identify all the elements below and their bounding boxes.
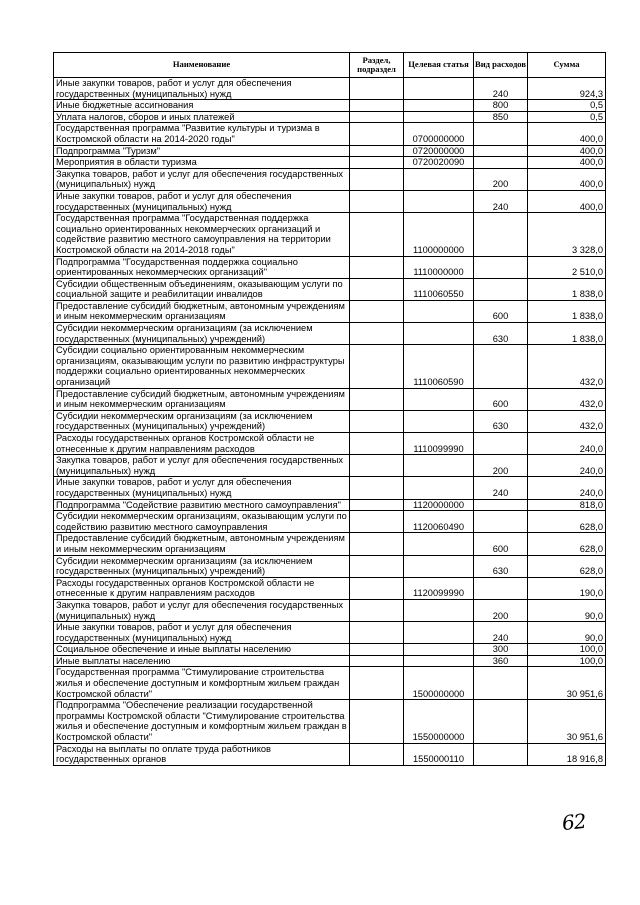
row-target-cell: [404, 655, 474, 667]
row-name-cell: Субсидии некоммерческим организациям, оказывающим услуги по содействию развитию местного самоуправления: [54, 511, 350, 533]
row-sum-cell: 90,0: [528, 622, 606, 644]
row-type-cell: 200: [474, 599, 528, 621]
table-row: [54, 256, 606, 278]
row-type-cell: [474, 278, 528, 300]
row-sum-cell: 240,0: [528, 477, 606, 499]
row-type-cell: [474, 145, 528, 157]
row-name-cell: Субсидии социально ориентированным некоммерческим организациям, оказывающим услуги по развитию инфраструктуры поддержки социально ориентированных некоммерческих организаций: [54, 345, 350, 388]
row-sum-cell: 400,0: [528, 157, 606, 169]
row-name-cell: Социальное обеспечение и иные выплаты населению: [54, 644, 350, 656]
row-sum-cell: 0,5: [528, 100, 606, 112]
header-sum: Сумма: [528, 53, 606, 78]
row-type-cell: 600: [474, 388, 528, 410]
row-section-cell: [350, 455, 404, 477]
row-type-cell: 200: [474, 168, 528, 190]
row-name-cell: Иные закупки товаров, работ и услуг для обеспечения государственных (муниципальных) нужд: [54, 622, 350, 644]
row-type-cell: 850: [474, 111, 528, 123]
row-section-cell: [350, 644, 404, 656]
row-type-cell: [474, 157, 528, 169]
row-sum-cell: 628,0: [528, 555, 606, 577]
row-section-cell: [350, 599, 404, 621]
row-target-cell: [404, 455, 474, 477]
header-name: Наименование: [54, 53, 350, 78]
row-sum-cell: 30 951,6: [528, 667, 606, 700]
row-target-cell: 1550000110: [404, 743, 474, 765]
row-target-cell: 1110060550: [404, 278, 474, 300]
row-name-cell: Закупка товаров, работ и услуг для обеспечения государственных (муниципальных) нужд: [54, 455, 350, 477]
row-section-cell: [350, 655, 404, 667]
row-sum-cell: 18 916,8: [528, 743, 606, 765]
row-section-cell: [350, 345, 404, 388]
row-section-cell: [350, 111, 404, 123]
row-section-cell: [350, 577, 404, 599]
header-expense-type: Вид расходов: [474, 53, 528, 78]
table-row: [54, 100, 606, 112]
row-sum-cell: 400,0: [528, 190, 606, 212]
row-target-cell: [404, 388, 474, 410]
row-name-cell: Расходы государственных органов Костромской области не отнесенные к другим направлениям расходов: [54, 577, 350, 599]
row-name-cell: Подпрограмма "Туризм": [54, 145, 350, 157]
row-sum-cell: 432,0: [528, 388, 606, 410]
row-section-cell: [350, 700, 404, 743]
row-target-cell: 1120000000: [404, 499, 474, 511]
row-sum-cell: 240,0: [528, 455, 606, 477]
table-row: [54, 410, 606, 432]
row-sum-cell: 190,0: [528, 577, 606, 599]
row-type-cell: 600: [474, 533, 528, 555]
table-row: [54, 111, 606, 123]
row-sum-cell: 100,0: [528, 655, 606, 667]
row-target-cell: 1500000000: [404, 667, 474, 700]
row-target-cell: [404, 555, 474, 577]
row-type-cell: [474, 499, 528, 511]
row-sum-cell: 400,0: [528, 168, 606, 190]
row-sum-cell: 0,5: [528, 111, 606, 123]
row-name-cell: Уплата налогов, сборов и иных платежей: [54, 111, 350, 123]
table-row: [54, 300, 606, 322]
row-sum-cell: 3 328,0: [528, 213, 606, 256]
row-sum-cell: 90,0: [528, 599, 606, 621]
row-name-cell: Мероприятия в области туризма: [54, 157, 350, 169]
row-sum-cell: 1 838,0: [528, 278, 606, 300]
row-sum-cell: 432,0: [528, 410, 606, 432]
row-name-cell: Закупка товаров, работ и услуг для обеспечения государственных (муниципальных) нужд: [54, 168, 350, 190]
row-name-cell: Иные закупки товаров, работ и услуг для обеспечения государственных (муниципальных) нужд: [54, 190, 350, 212]
row-name-cell: Государственная программа "Развитие культуры и туризма в Костромской области на 2014-2020 годы": [54, 123, 350, 145]
row-section-cell: [350, 100, 404, 112]
row-type-cell: 240: [474, 78, 528, 100]
row-sum-cell: 100,0: [528, 644, 606, 656]
row-name-cell: Подпрограмма "Содействие развитию местного самоуправления": [54, 499, 350, 511]
row-section-cell: [350, 213, 404, 256]
row-target-cell: [404, 599, 474, 621]
row-sum-cell: 628,0: [528, 511, 606, 533]
row-sum-cell: 628,0: [528, 533, 606, 555]
row-section-cell: [350, 278, 404, 300]
row-type-cell: 240: [474, 622, 528, 644]
row-type-cell: 200: [474, 455, 528, 477]
row-section-cell: [350, 499, 404, 511]
table-row: [54, 743, 606, 765]
row-type-cell: [474, 256, 528, 278]
table-row: [54, 213, 606, 256]
row-target-cell: [404, 477, 474, 499]
row-type-cell: [474, 433, 528, 455]
row-target-cell: 1120060490: [404, 511, 474, 533]
table-row: [54, 577, 606, 599]
row-type-cell: [474, 667, 528, 700]
row-section-cell: [350, 168, 404, 190]
row-type-cell: 630: [474, 410, 528, 432]
table-row: [54, 599, 606, 621]
row-section-cell: [350, 667, 404, 700]
table-row: [54, 533, 606, 555]
row-target-cell: [404, 168, 474, 190]
row-name-cell: Субсидии некоммерческим организациям (за исключением государственных (муниципальных) учреждений): [54, 410, 350, 432]
header-section: Раздел, подраздел: [350, 53, 404, 78]
table-row: [54, 345, 606, 388]
row-target-cell: [404, 78, 474, 100]
table-header: [54, 53, 606, 78]
row-section-cell: [350, 622, 404, 644]
row-target-cell: 1110000000: [404, 256, 474, 278]
row-section-cell: [350, 511, 404, 533]
row-type-cell: [474, 511, 528, 533]
table-row: [54, 555, 606, 577]
row-target-cell: [404, 622, 474, 644]
table-row: [54, 700, 606, 743]
row-name-cell: Иные выплаты населению: [54, 655, 350, 667]
row-type-cell: 630: [474, 555, 528, 577]
row-name-cell: Подпрограмма "Государственная поддержка социально ориентированных некоммерческих организаций": [54, 256, 350, 278]
row-target-cell: [404, 410, 474, 432]
row-section-cell: [350, 477, 404, 499]
row-sum-cell: 924,3: [528, 78, 606, 100]
row-sum-cell: 400,0: [528, 145, 606, 157]
row-type-cell: 630: [474, 323, 528, 345]
table-row: [54, 433, 606, 455]
row-section-cell: [350, 433, 404, 455]
row-type-cell: [474, 213, 528, 256]
row-section-cell: [350, 145, 404, 157]
table-row: [54, 655, 606, 667]
table-row: [54, 190, 606, 212]
row-name-cell: Закупка товаров, работ и услуг для обеспечения государственных (муниципальных) нужд: [54, 599, 350, 621]
row-name-cell: Расходы на выплаты по оплате труда работников государственных органов: [54, 743, 350, 765]
budget-table: [53, 52, 606, 766]
row-name-cell: Субсидии некоммерческим организациям (за исключением государственных (муниципальных) учреждений): [54, 555, 350, 577]
row-sum-cell: 400,0: [528, 123, 606, 145]
table-row: [54, 667, 606, 700]
table-row: [54, 278, 606, 300]
row-section-cell: [350, 555, 404, 577]
row-target-cell: 1100000000: [404, 213, 474, 256]
row-sum-cell: 1 838,0: [528, 323, 606, 345]
table-row: [54, 499, 606, 511]
row-target-cell: 0720020090: [404, 157, 474, 169]
table-row: [54, 644, 606, 656]
row-type-cell: [474, 577, 528, 599]
table-row: [54, 323, 606, 345]
row-name-cell: Предоставление субсидий бюджетным, автономным учреждениям и иным некоммерческим организациям: [54, 300, 350, 322]
row-target-cell: [404, 323, 474, 345]
row-section-cell: [350, 323, 404, 345]
row-target-cell: 1110060590: [404, 345, 474, 388]
row-type-cell: 300: [474, 644, 528, 656]
row-target-cell: 1110099990: [404, 433, 474, 455]
row-name-cell: Иные закупки товаров, работ и услуг для обеспечения государственных (муниципальных) нужд: [54, 78, 350, 100]
row-name-cell: Предоставление субсидий бюджетным, автономным учреждениям и иным некоммерческим организациям: [54, 388, 350, 410]
row-target-cell: [404, 100, 474, 112]
row-type-cell: [474, 700, 528, 743]
table-row: [54, 157, 606, 169]
row-type-cell: 240: [474, 477, 528, 499]
row-target-cell: [404, 644, 474, 656]
row-section-cell: [350, 300, 404, 322]
row-section-cell: [350, 410, 404, 432]
row-name-cell: Субсидии общественным объединениям, оказывающим услуги по социальной защите и реабилитации инвалидов: [54, 278, 350, 300]
row-target-cell: 1550000000: [404, 700, 474, 743]
table-row: [54, 388, 606, 410]
row-name-cell: Подпрограмма "Обеспечение реализации государственной программы Костромской области "Стимулирование строительства жилья и обеспечение доступным и комфортным жильем граждан в Костромской области": [54, 700, 350, 743]
row-sum-cell: 240,0: [528, 433, 606, 455]
row-section-cell: [350, 743, 404, 765]
table-row: [54, 168, 606, 190]
row-target-cell: [404, 190, 474, 212]
row-name-cell: Иные закупки товаров, работ и услуг для обеспечения государственных (муниципальных) нужд: [54, 477, 350, 499]
row-name-cell: Субсидии некоммерческим организациям (за исключением государственных (муниципальных) учреждений): [54, 323, 350, 345]
row-section-cell: [350, 123, 404, 145]
row-target-cell: 0720000000: [404, 145, 474, 157]
row-target-cell: [404, 533, 474, 555]
row-type-cell: 600: [474, 300, 528, 322]
row-sum-cell: 30 951,6: [528, 700, 606, 743]
row-target-cell: [404, 111, 474, 123]
row-section-cell: [350, 78, 404, 100]
header-target: Целевая статья: [404, 53, 474, 78]
row-section-cell: [350, 190, 404, 212]
row-type-cell: 360: [474, 655, 528, 667]
row-type-cell: [474, 123, 528, 145]
row-name-cell: Государственная программа "Стимулирование строительства жилья и обеспечение доступным и комфортным жильем граждан Костромской области": [54, 667, 350, 700]
row-sum-cell: 2 510,0: [528, 256, 606, 278]
row-name-cell: Иные бюджетные ассигнования: [54, 100, 350, 112]
row-target-cell: 1120099990: [404, 577, 474, 599]
row-section-cell: [350, 256, 404, 278]
row-name-cell: Расходы государственных органов Костромской области не отнесенные к другим направлениям расходов: [54, 433, 350, 455]
row-section-cell: [350, 533, 404, 555]
row-sum-cell: 432,0: [528, 345, 606, 388]
row-name-cell: Государственная программа "Государственная поддержка социально ориентированных некоммерческих организаций и содействие развитию местного самоуправления на территории Костромской области на 2014-2018 годы": [54, 213, 350, 256]
table-row: [54, 622, 606, 644]
row-type-cell: [474, 743, 528, 765]
table-row: [54, 145, 606, 157]
row-type-cell: 800: [474, 100, 528, 112]
row-target-cell: 0700000000: [404, 123, 474, 145]
table-body: [54, 78, 606, 766]
table-row: [54, 123, 606, 145]
header-row: [54, 53, 606, 78]
row-section-cell: [350, 157, 404, 169]
row-type-cell: [474, 345, 528, 388]
row-type-cell: 240: [474, 190, 528, 212]
handwritten-page-number: 62: [560, 808, 587, 836]
row-sum-cell: 818,0: [528, 499, 606, 511]
table-row: [54, 477, 606, 499]
table-row: [54, 455, 606, 477]
table-row: [54, 511, 606, 533]
row-sum-cell: 1 838,0: [528, 300, 606, 322]
row-name-cell: Предоставление субсидий бюджетным, автономным учреждениям и иным некоммерческим организациям: [54, 533, 350, 555]
row-section-cell: [350, 388, 404, 410]
row-target-cell: [404, 300, 474, 322]
table-row: [54, 78, 606, 100]
